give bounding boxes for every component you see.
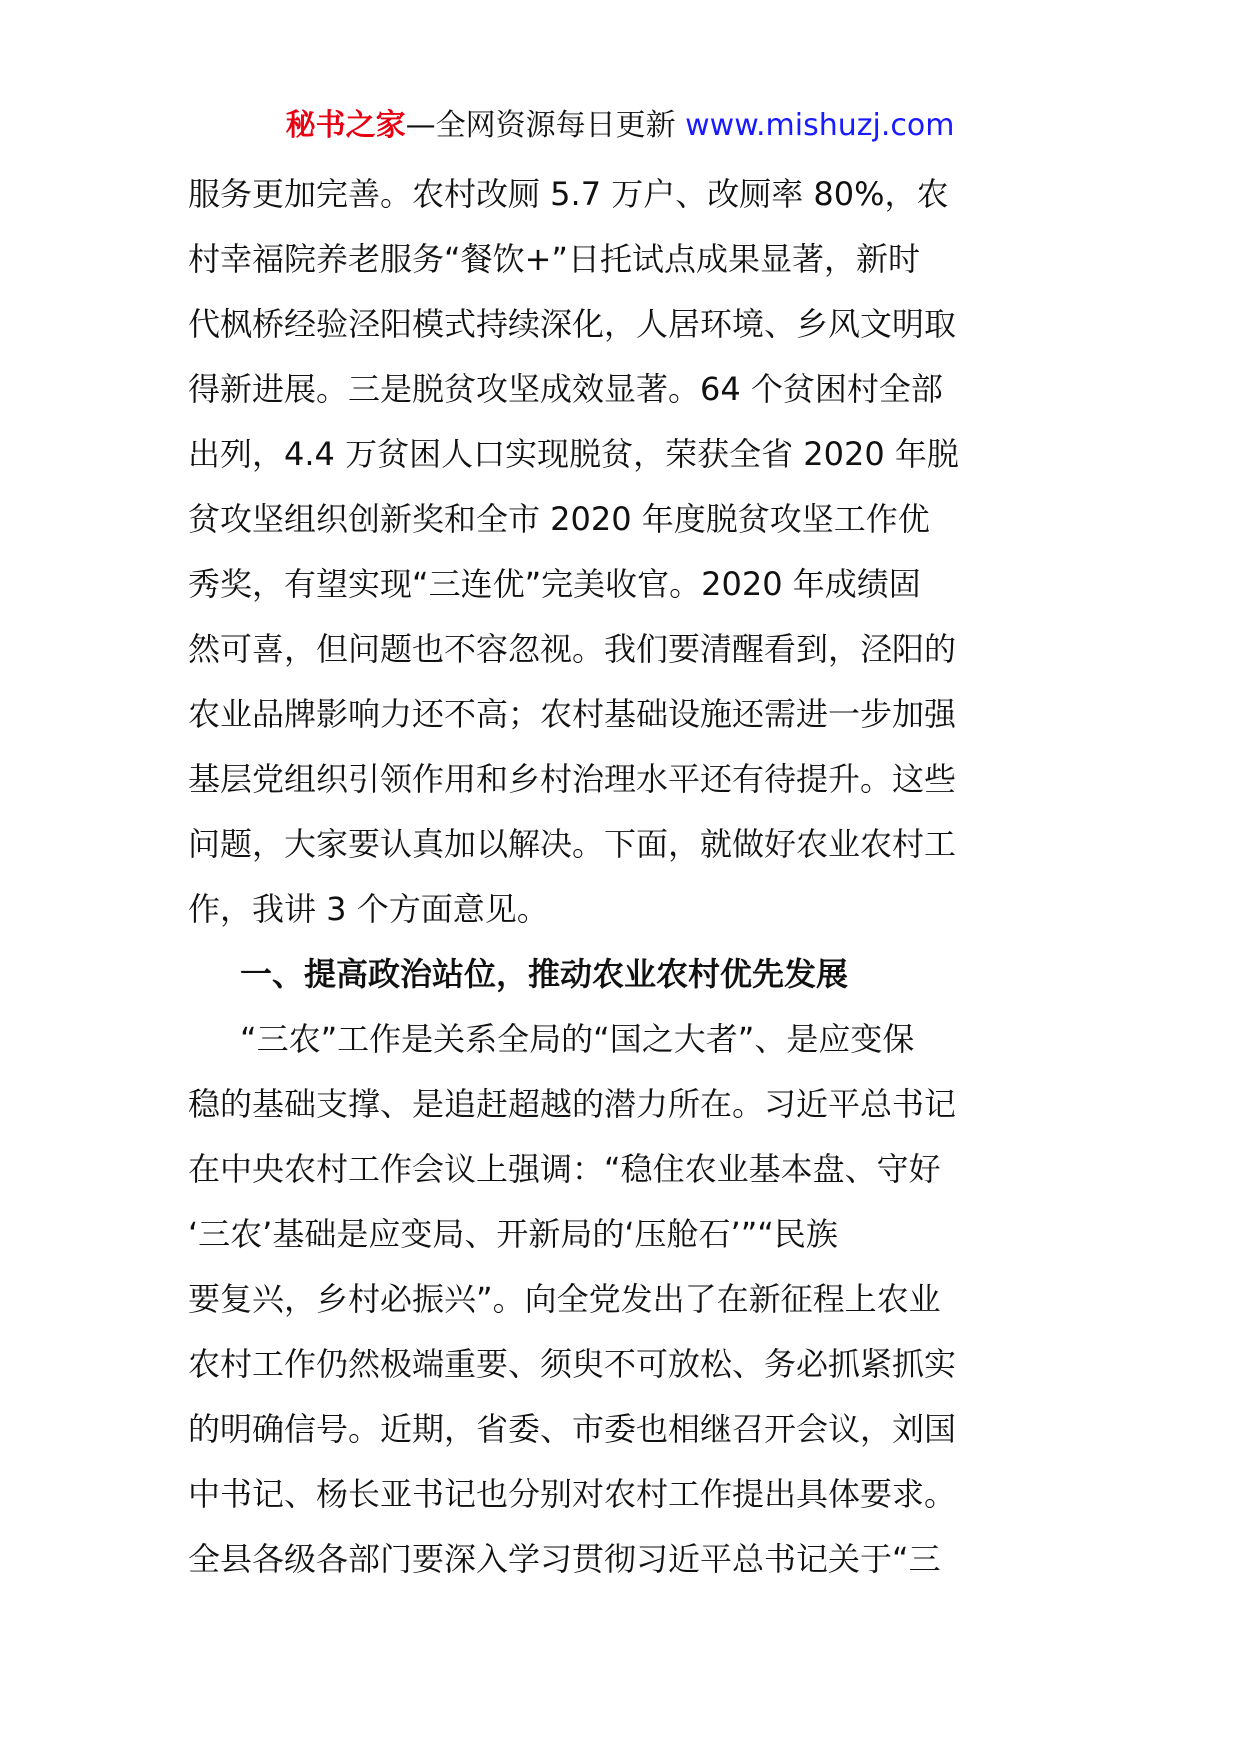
text-line: 问题，大家要认真加以解决。下面，就做好农业农村工 bbox=[188, 825, 957, 863]
section-heading: 一、提高政治站位，推动农业农村优先发展 bbox=[240, 955, 849, 993]
text-line: 基层党组织引领作用和乡村治理水平还有待提升。这些 bbox=[188, 760, 957, 798]
site-link[interactable]: www.mishuzj.com bbox=[685, 108, 955, 143]
brand-name: 秘书之家 bbox=[285, 108, 406, 143]
text-line: 作，我讲 3 个方面意见。 bbox=[188, 890, 549, 928]
text-line: 中书记、杨长亚书记也分别对农村工作提出具体要求。 bbox=[188, 1475, 957, 1513]
text-line: 在中央农村工作会议上强调：“稳住农业基本盘、守好 bbox=[188, 1150, 941, 1188]
text-line: 秀奖，有望实现“三连优”完美收官。2020 年成绩固 bbox=[188, 565, 921, 603]
text-line: 出列，4.4 万贫困人口实现脱贫，荣获全省 2020 年脱 bbox=[188, 435, 959, 473]
text-line: 农村工作仍然极端重要、须臾不可放松、务必抓紧抓实 bbox=[188, 1345, 957, 1383]
text-line: 要复兴，乡村必振兴”。向全党发出了在新征程上农业 bbox=[188, 1280, 941, 1318]
text-line: “三农”工作是关系全局的“国之大者”、是应变保 bbox=[240, 1020, 915, 1058]
text-line: 农业品牌影响力还不高；农村基础设施还需进一步加强 bbox=[188, 695, 957, 733]
text-line: 稳的基础支撑、是追赶超越的潜力所在。习近平总书记 bbox=[188, 1085, 957, 1123]
header-slogan: —全网资源每日更新 bbox=[405, 108, 676, 143]
text-line: 代枫桥经验泾阳模式持续深化，人居环境、乡风文明取 bbox=[188, 305, 957, 343]
text-line: 贫攻坚组织创新奖和全市 2020 年度脱贫攻坚工作优 bbox=[188, 500, 930, 538]
text-line: 村幸福院养老服务“餐饮+”日托试点成果显著，新时 bbox=[188, 240, 920, 278]
text-line: 全县各级各部门要深入学习贯彻习近平总书记关于“三 bbox=[188, 1540, 941, 1578]
text-line: 然可喜，但问题也不容忽视。我们要清醒看到，泾阳的 bbox=[188, 630, 957, 668]
page-header bbox=[0, 104, 1240, 148]
text-line: 得新进展。三是脱贫攻坚成效显著。64 个贫困村全部 bbox=[188, 370, 943, 408]
text-line: ‘三农’基础是应变局、开新局的‘压舱石’”“民族 bbox=[188, 1215, 838, 1253]
text-line: 服务更加完善。农村改厕 5.7 万户、改厕率 80%，农 bbox=[188, 175, 949, 213]
body-text bbox=[188, 162, 1056, 1592]
text-line: 的明确信号。近期，省委、市委也相继召开会议，刘国 bbox=[188, 1410, 957, 1448]
